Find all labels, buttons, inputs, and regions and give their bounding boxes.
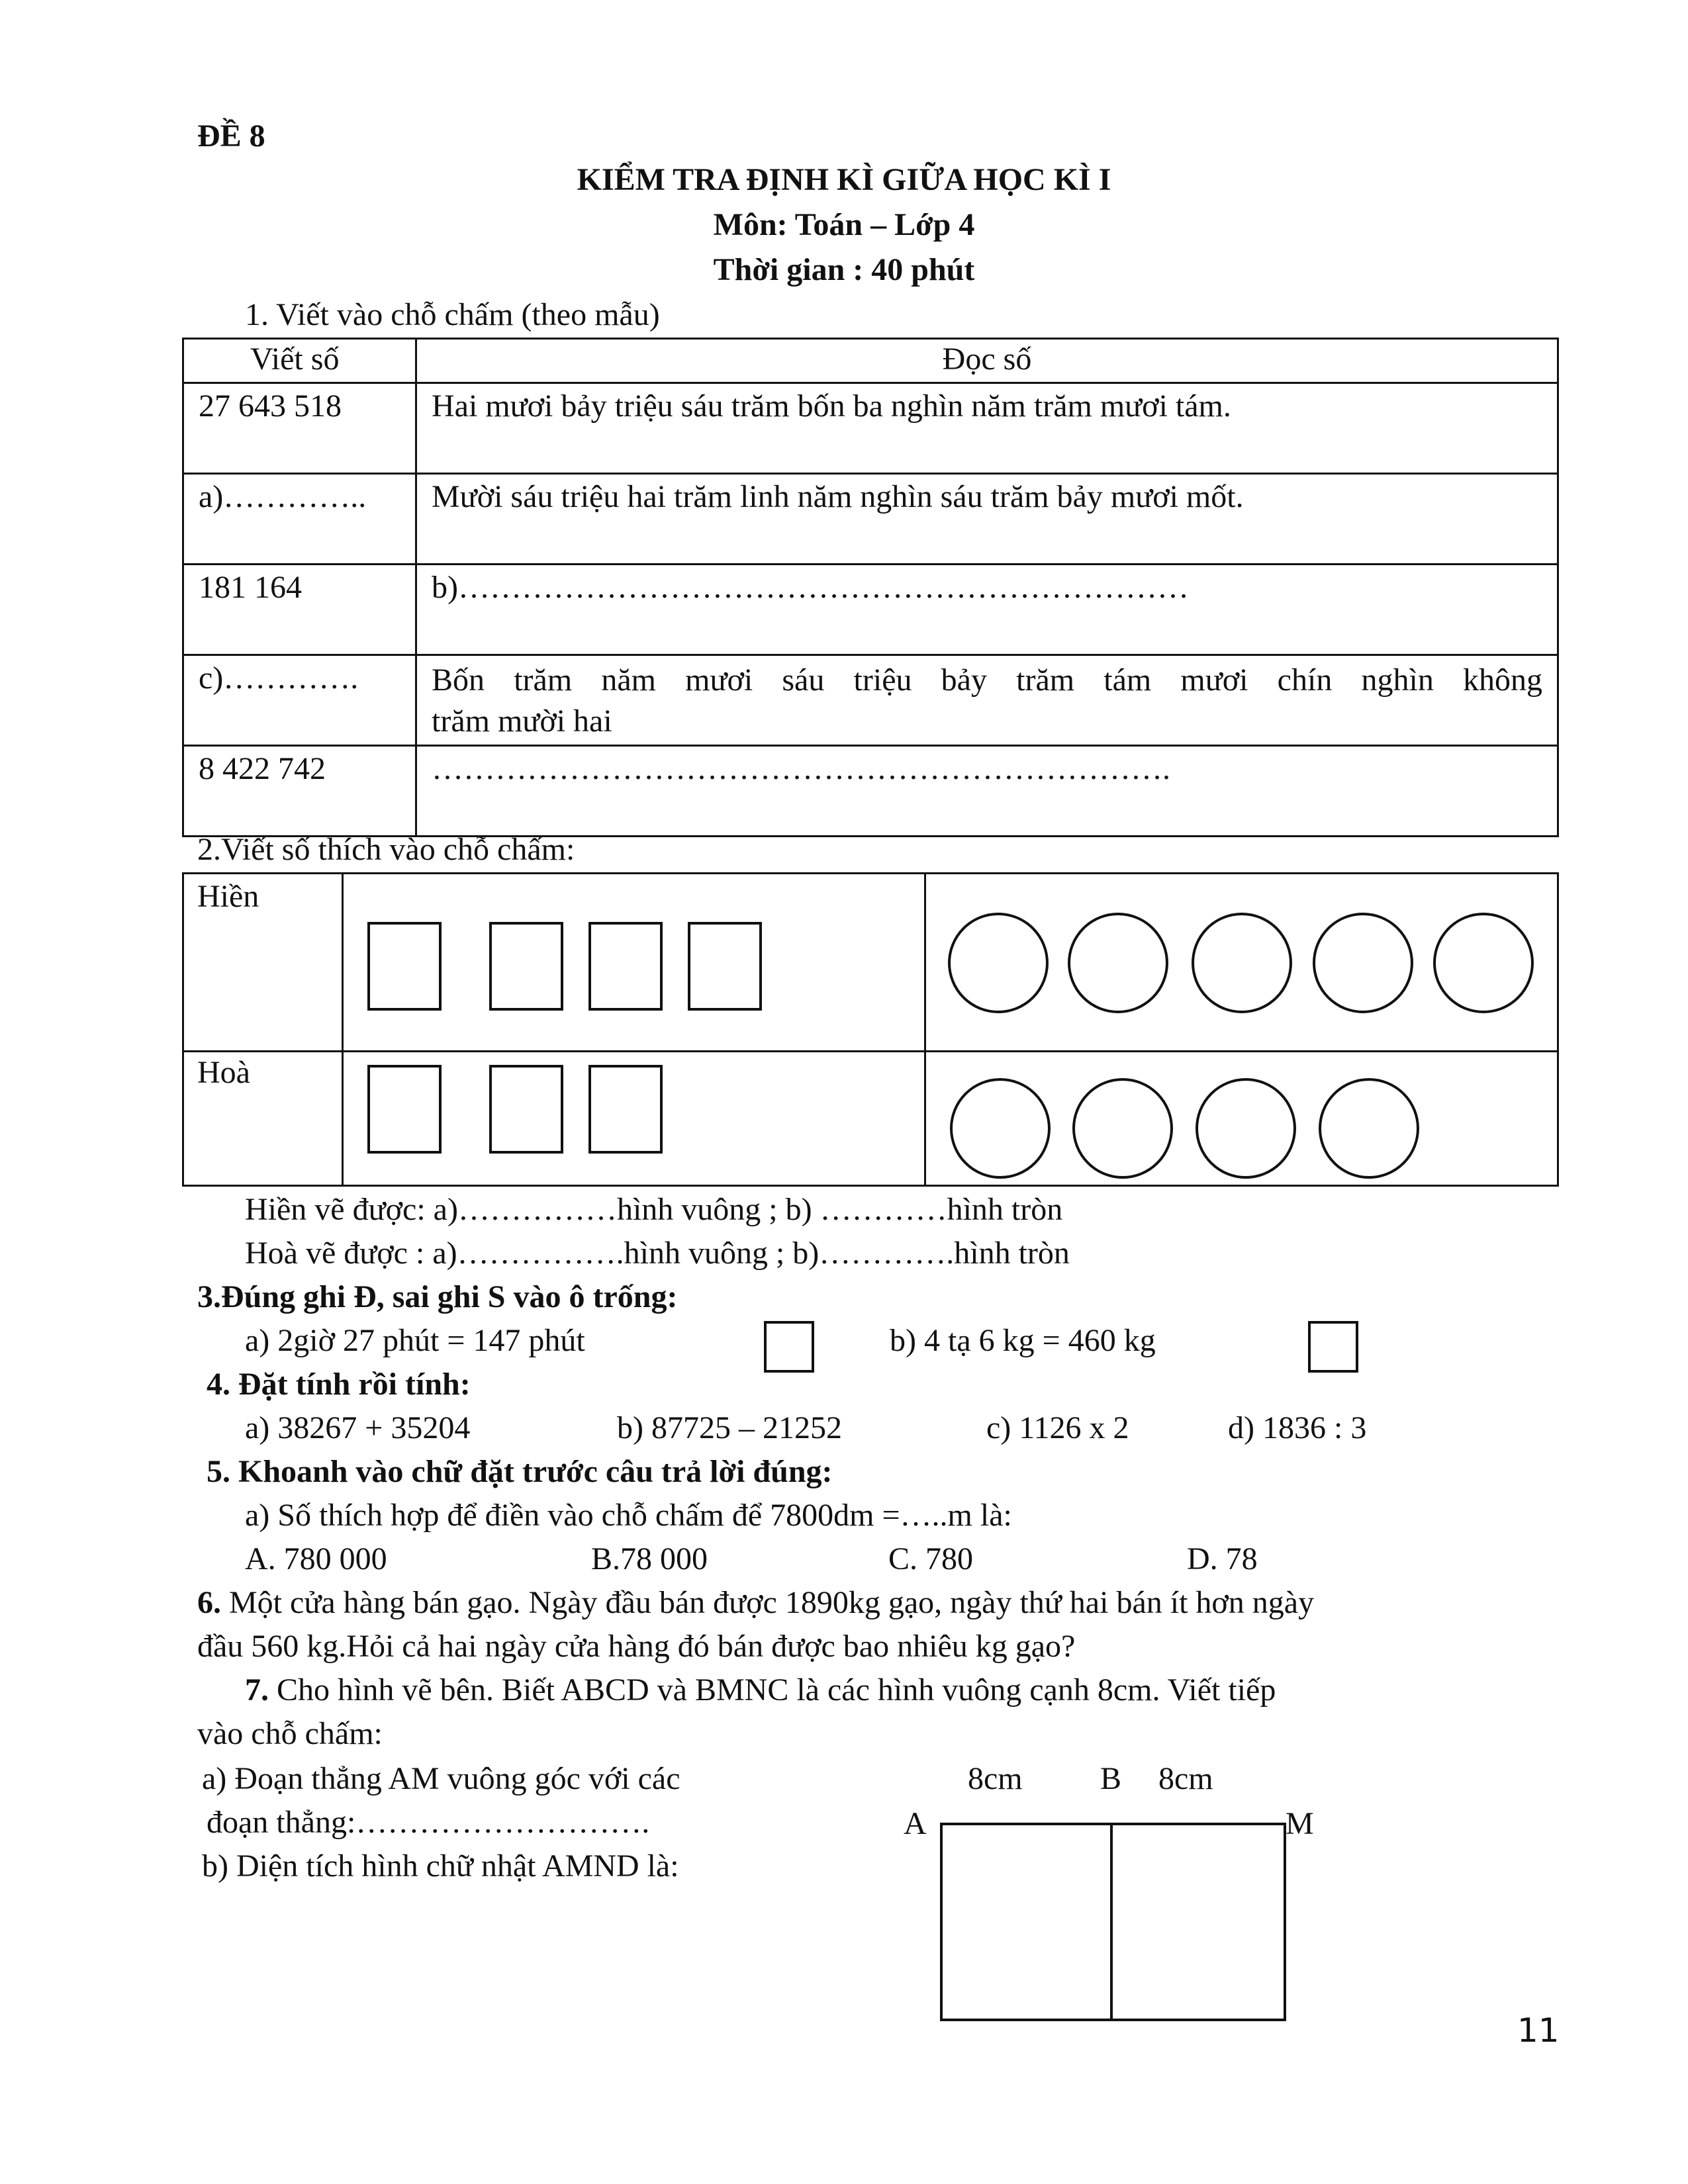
exam-code: ĐỀ 8 — [197, 118, 265, 154]
square-shape — [367, 922, 442, 1011]
reading-line-2: trăm mười hai — [432, 704, 612, 739]
figure-label-m: M — [1286, 1806, 1314, 1841]
square-shape — [588, 922, 663, 1011]
q4-prompt: 4. Đặt tính rồi tính: — [207, 1367, 471, 1402]
circle-shape — [1313, 913, 1413, 1013]
q4-item-b: b) 87725 – 21252 — [617, 1410, 842, 1445]
q4-item-a: a) 38267 + 35204 — [245, 1410, 471, 1445]
q3-answer-box-b[interactable] — [1308, 1321, 1358, 1373]
exam-duration: Thời gian : 40 phút — [713, 252, 975, 287]
table-row — [183, 655, 1558, 746]
q5-option-d[interactable]: D. 78 — [1187, 1541, 1258, 1576]
reading-line-1: Bốn trăm năm mươi sáu triệu bảy trăm tám mươi chín nghìn không — [432, 662, 1542, 698]
q4-item-d: d) 1836 : 3 — [1228, 1410, 1367, 1445]
figure-length-label-1: 8cm — [968, 1761, 1023, 1796]
circle-shape — [950, 1078, 1051, 1179]
col-read-header: Đọc số — [416, 339, 1558, 383]
circle-shape — [1196, 1078, 1296, 1179]
square-shape — [489, 1065, 563, 1154]
q7-text-1: Cho hình vẽ bên. Biết ABCD và BMNC là các hình vuông cạnh 8cm. Viết tiếp — [269, 1672, 1276, 1707]
number-reading-table — [182, 338, 1559, 837]
number-cell: 27 643 518 — [183, 383, 416, 474]
q7-part-b[interactable]: b) Diện tích hình chữ nhật AMND là: — [202, 1848, 679, 1884]
shapes-table — [182, 872, 1559, 1187]
figure-length-label-2: 8cm — [1158, 1761, 1213, 1796]
row-name-hien: Hiền — [197, 879, 259, 914]
reading-cell[interactable]: ……………………………………………………………. — [416, 746, 1558, 837]
q7-part-a-line-1: a) Đoạn thẳng AM vuông góc với các — [202, 1761, 680, 1796]
figure-label-a: A — [904, 1806, 927, 1841]
number-cell: 181 164 — [183, 565, 416, 655]
number-cell[interactable]: c)…………. — [183, 655, 416, 746]
number-cell[interactable]: a)………….. — [183, 474, 416, 565]
q6-line-2: đầu 560 kg.Hỏi cả hai ngày cửa hàng đó bán được bao nhiêu kg gạo? — [197, 1629, 1076, 1664]
reading-cell: Hai mươi bảy triệu sáu trăm bốn ba nghìn năm trăm mươi tám. — [416, 383, 1558, 474]
q7-line-1 — [245, 1672, 1276, 1708]
col-write-header: Viết số — [183, 339, 416, 383]
q1-prompt: 1. Viết vào chỗ chấm (theo mẫu) — [245, 297, 660, 332]
circle-shape — [1319, 1078, 1419, 1179]
reading-cell — [416, 655, 1558, 746]
circle-shape — [1072, 1078, 1173, 1179]
col-divider-1 — [342, 874, 344, 1185]
table-row — [183, 383, 1558, 474]
exam-title: KIỂM TRA ĐỊNH KÌ GIỮA HỌC KÌ I — [577, 162, 1111, 197]
q6-line-1 — [197, 1584, 1314, 1621]
square-shape — [367, 1065, 442, 1154]
q3-prompt: 3.Đúng ghi Đ, sai ghi S vào ô trống: — [197, 1279, 678, 1314]
q2-hoa-answer[interactable]: Hoà vẽ được : a)…………….hình vuông ; b)………….hình tròn — [245, 1236, 1070, 1271]
square-shape — [588, 1065, 663, 1154]
table-row — [183, 565, 1558, 655]
circle-shape — [1433, 913, 1534, 1013]
q4-item-c: c) 1126 x 2 — [986, 1410, 1129, 1445]
row-name-hoa: Hoà — [197, 1055, 250, 1090]
page-number: 11 — [1517, 2011, 1560, 2050]
q5-prompt: 5. Khoanh vào chữ đặt trước câu trả lời đúng: — [207, 1454, 833, 1489]
q2-hien-answer[interactable]: Hiền vẽ được: a)……………hình vuông ; b) …………hình tròn — [245, 1192, 1063, 1227]
q5-option-c[interactable]: C. 780 — [888, 1541, 974, 1576]
exam-subject: Môn: Toán – Lớp 4 — [713, 207, 975, 242]
reading-cell: Mười sáu triệu hai trăm linh năm nghìn sáu trăm bảy mươi mốt. — [416, 474, 1558, 565]
circle-shape — [1192, 913, 1292, 1013]
table-row — [183, 474, 1558, 565]
q7-number: 7. — [245, 1672, 269, 1707]
q3-answer-box-a[interactable] — [764, 1321, 814, 1373]
table-header-row — [183, 339, 1558, 383]
row-divider — [184, 1050, 1557, 1052]
q7-line-2: vào chỗ chấm: — [197, 1716, 383, 1751]
number-cell: 8 422 742 — [183, 746, 416, 837]
q7-part-a-line-2[interactable]: đoạn thẳng:………………………. — [207, 1805, 650, 1840]
q6-text-1: Một cửa hàng bán gạo. Ngày đầu bán được 1890kg gạo, ngày thứ hai bán ít hơn ngày — [221, 1585, 1315, 1620]
q6-number: 6. — [197, 1585, 221, 1620]
figure-rectangle-amnd — [940, 1823, 1286, 2021]
figure-label-b: B — [1100, 1761, 1122, 1796]
circle-shape — [948, 913, 1049, 1013]
square-shape — [489, 922, 563, 1011]
col-divider-2 — [924, 874, 926, 1185]
reading-cell[interactable]: b)…………………………………………………………… — [416, 565, 1558, 655]
q3-item-b: b) 4 tạ 6 kg = 460 kg — [890, 1323, 1156, 1358]
q2-prompt: 2.Viết số thích vào chỗ chấm: — [197, 832, 575, 867]
table-row — [183, 746, 1558, 837]
square-shape — [688, 922, 762, 1011]
q5-option-b[interactable]: B.78 000 — [591, 1541, 708, 1576]
q3-item-a: a) 2giờ 27 phút = 147 phút — [245, 1323, 585, 1358]
q5-option-a[interactable]: A. 780 000 — [245, 1541, 387, 1576]
figure-segment-bc — [1110, 1823, 1113, 2021]
circle-shape — [1068, 913, 1168, 1013]
q5-question: a) Số thích hợp để điền vào chỗ chấm để 7800dm =…..m là: — [245, 1498, 1012, 1533]
